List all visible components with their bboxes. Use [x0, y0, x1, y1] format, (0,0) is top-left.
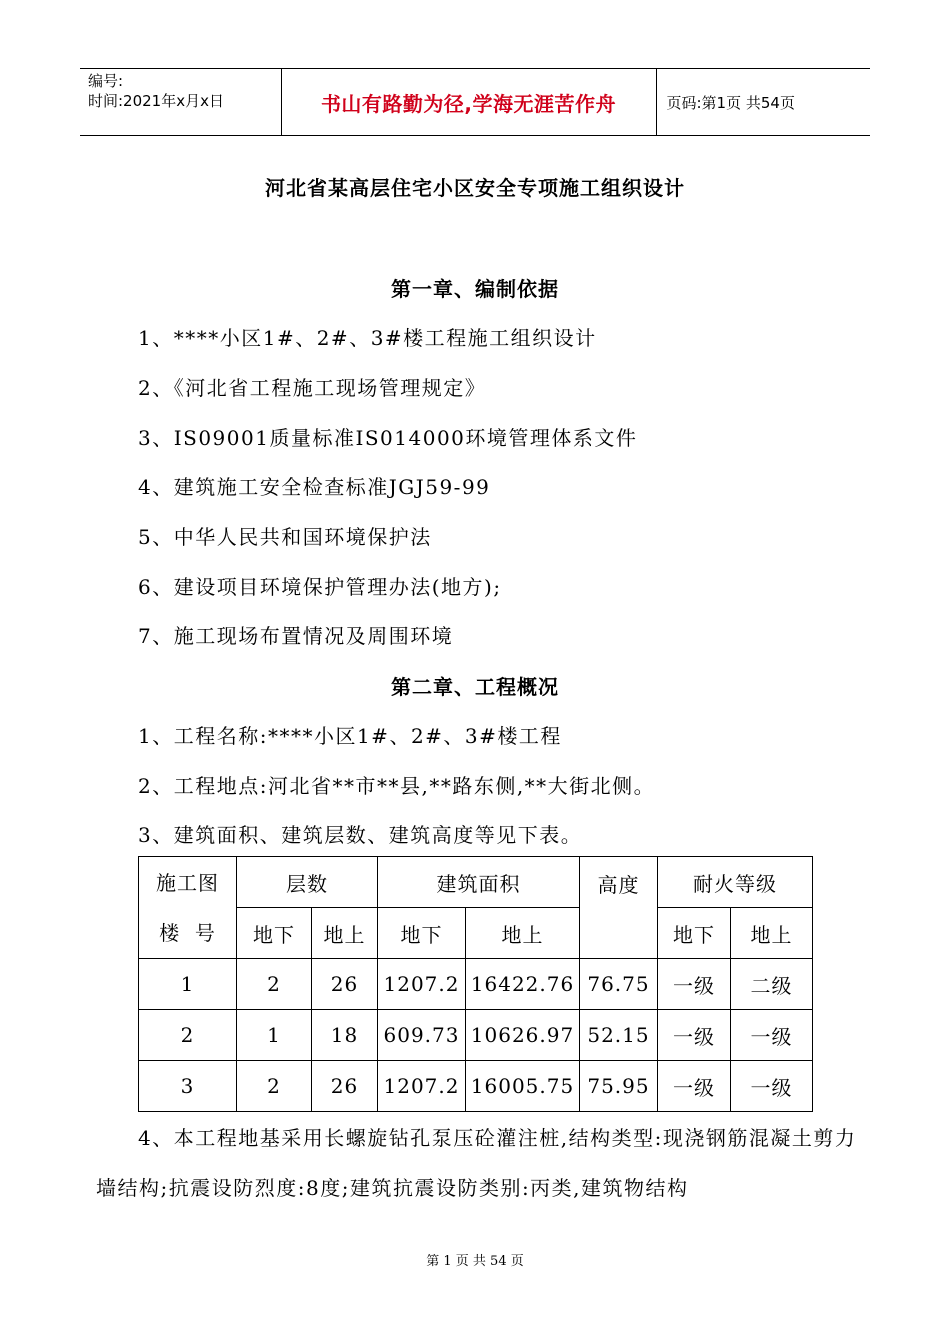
subheader-area-above: 地上: [466, 908, 580, 959]
cell-area-above: 10626.97: [466, 1010, 580, 1061]
header-meta: [80, 69, 281, 136]
cell-floors-above: 18: [312, 1010, 378, 1061]
header-area: 建筑面积: [378, 857, 580, 908]
cell-area-above: 16422.76: [466, 959, 580, 1010]
table-row: [139, 959, 813, 1010]
chapter1-item: 6、建设项目环境保护管理办法(地方);: [138, 575, 502, 599]
chapter1-item: 1、****小区1#、2#、3#楼工程施工组织设计: [138, 326, 597, 350]
chapter2-item: 2、工程地点:河北省**市**县,**路东侧,**大街北侧。: [138, 774, 656, 798]
cell-area-below: 1207.2: [378, 959, 466, 1010]
cell-floors-below: 2: [237, 959, 312, 1010]
chapter2-paragraph-4: 4、本工程地基采用长螺旋钻孔泵压砼灌注桩,结构类型:现浇钢筋混凝土剪力墙结构;抗震设防烈度:8度;建筑抗震设防类别:丙类,建筑物结构: [96, 1126, 857, 1200]
header-number-label: 编号:: [88, 72, 124, 90]
document-title: 河北省某高层住宅小区安全专项施工组织设计: [265, 176, 685, 200]
page-footer: 第 1 页 共 54 页: [426, 1254, 524, 1269]
page-header: [80, 68, 870, 136]
table-row: [139, 1010, 813, 1061]
cell-floors-below: 2: [237, 1061, 312, 1112]
header-height: 高度: [580, 857, 658, 959]
cell-area-below: 1207.2: [378, 1061, 466, 1112]
chapter1-item: 7、施工现场布置情况及周围环境: [138, 624, 454, 648]
subheader-area-below: 地下: [378, 908, 466, 959]
header-motto: 书山有路勤为径,学海无涯苦作舟: [281, 69, 656, 136]
cell-fire-above: 一级: [731, 1061, 813, 1112]
cell-fire-below: 一级: [658, 959, 731, 1010]
chapter1-title: 第一章、编制依据: [391, 277, 559, 301]
chapter1-item: 3、IS09001质量标准IS014000环境管理体系文件: [138, 426, 638, 450]
cell-building-no: 2: [139, 1010, 237, 1061]
building-data-table: [138, 856, 813, 1112]
subheader-floors-above: 地上: [312, 908, 378, 959]
cell-height: 76.75: [580, 959, 658, 1010]
cell-height: 52.15: [580, 1010, 658, 1061]
chapter1-item: 5、中华人民共和国环境保护法: [138, 525, 432, 549]
cell-height: 75.95: [580, 1061, 658, 1112]
chapter1-item: 2、《河北省工程施工现场管理规定》: [138, 376, 487, 400]
header-page-info: 页码:第1页 共54页: [656, 69, 870, 136]
cell-area-above: 16005.75: [466, 1061, 580, 1112]
header-fire-rating: 耐火等级: [658, 857, 813, 908]
subheader-fire-below: 地下: [658, 908, 731, 959]
cell-floors-above: 26: [312, 959, 378, 1010]
cell-floors-above: 26: [312, 1061, 378, 1112]
chapter1-item: 4、建筑施工安全检查标准JGJ59-99: [138, 475, 491, 499]
header-building-no: [139, 857, 237, 959]
table-row: [139, 1061, 813, 1112]
cell-fire-above: 一级: [731, 1010, 813, 1061]
subheader-fire-above: 地上: [731, 908, 813, 959]
cell-fire-above: 二级: [731, 959, 813, 1010]
chapter2-item: 1、工程名称:****小区1#、2#、3#楼工程: [138, 724, 562, 748]
header-building-no-b: 楼 号: [159, 920, 216, 945]
chapter2-title: 第二章、工程概况: [391, 675, 559, 699]
cell-building-no: 1: [139, 959, 237, 1010]
subheader-floors-below: 地下: [237, 908, 312, 959]
cell-fire-below: 一级: [658, 1010, 731, 1061]
cell-fire-below: 一级: [658, 1061, 731, 1112]
header-time-label: 时间:2021年x月x日: [88, 92, 224, 110]
chapter2-item: 3、建筑面积、建筑层数、建筑高度等见下表。: [138, 823, 583, 847]
cell-building-no: 3: [139, 1061, 237, 1112]
cell-area-below: 609.73: [378, 1010, 466, 1061]
header-floors: 层数: [237, 857, 378, 908]
cell-floors-below: 1: [237, 1010, 312, 1061]
header-building-no-a: 施工图: [156, 870, 219, 895]
